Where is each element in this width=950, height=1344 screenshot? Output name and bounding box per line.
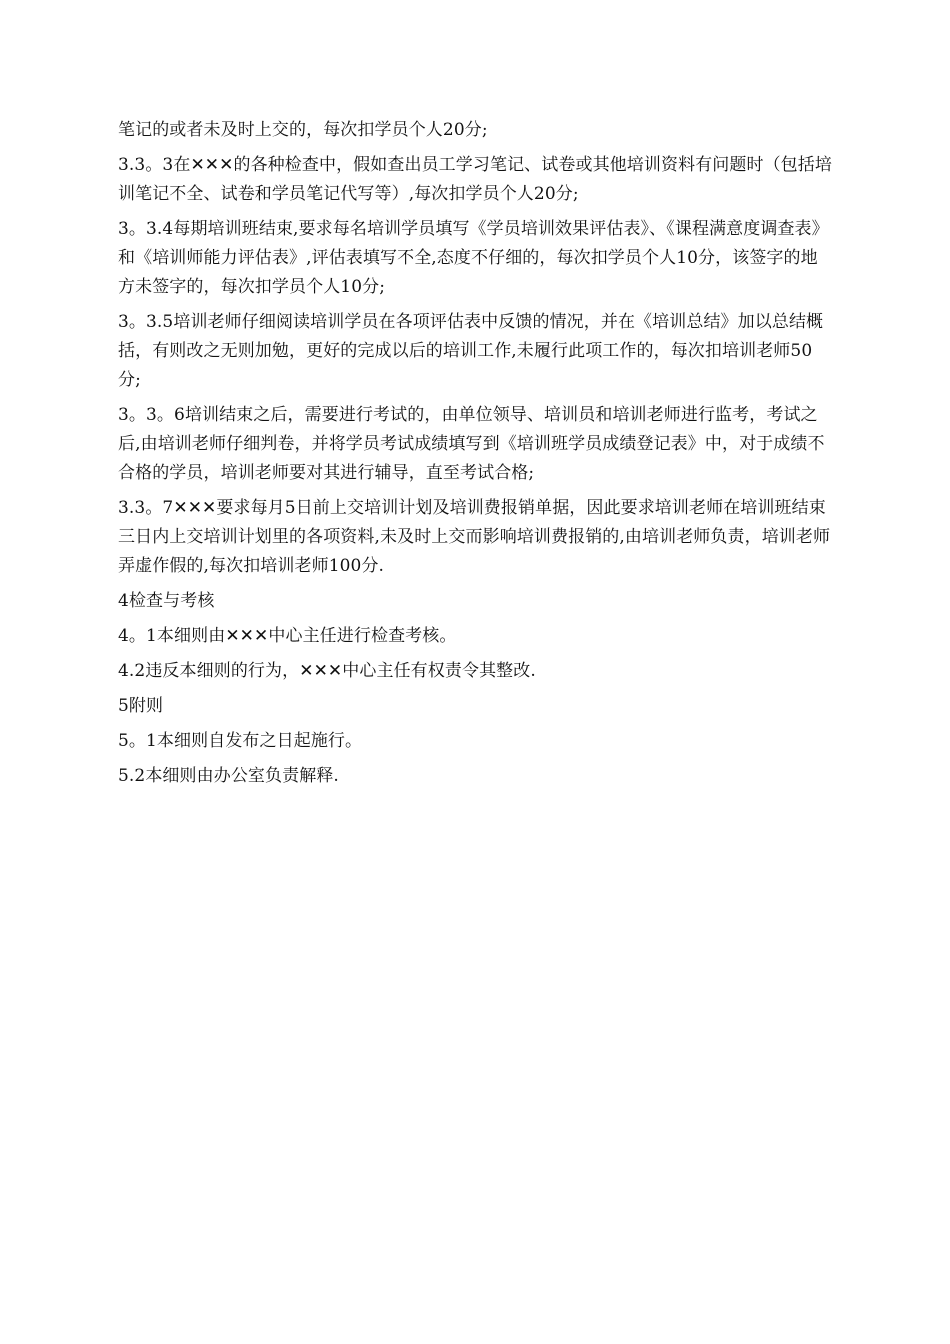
paragraph-5-1: 5。1本细则自发布之日起施行。 bbox=[118, 731, 363, 751]
paragraph-3-3-3: 3.3。3在✕✕✕的各种检查中，假如查出员工学习笔记、试卷或其他培训资料有问题时（包括培训笔记不全、试卷和学员笔记代写等）,每次扣学员个人20分; bbox=[118, 155, 832, 204]
paragraph-3-3-4: 3。3.4每期培训班结束,要求每名培训学员填写《学员培训效果评估表》、《课程满意度调查表》和《培训师能力评估表》,评估表填写不全,态度不仔细的，每次扣学员个人10分，该签字的地方未签字的，每次扣学员个人10分; bbox=[118, 219, 829, 297]
paragraph-3-3-5: 3。3.5培训老师仔细阅读培训学员在各项评估表中反馈的情况，并在《培训总结》加以总结概括，有则改之无则加勉，更好的完成以后的培训工作,未履行此项工作的，每次扣培训老师50分; bbox=[118, 312, 824, 390]
paragraph-continuation: 笔记的或者未及时上交的，每次扣学员个人20分; bbox=[118, 120, 488, 140]
paragraph-4-1: 4。1本细则由✕✕✕中心主任进行检查考核。 bbox=[118, 626, 457, 646]
section-heading-5: 5附则 bbox=[118, 696, 164, 716]
paragraph-3-3-7: 3.3。7✕✕✕要求每月5日前上交培训计划及培训费报销单据，因此要求培训老师在培训班结束三日内上交培训计划里的各项资料,未及时上交而影响培训费报销的,由培训老师负责，培训老师弄虚作假的,每次扣培训老师100分. bbox=[118, 498, 831, 576]
document-body bbox=[118, 116, 834, 797]
paragraph-3-3-6: 3。3。6培训结束之后，需要进行考试的，由单位领导、培训员和培训老师进行监考，考试之后,由培训老师仔细判卷，并将学员考试成绩填写到《培训班学员成绩登记表》中，对于成绩不合格的学员，培训老师要对其进行辅导，直至考试合格; bbox=[118, 405, 825, 483]
section-heading-4: 4检查与考核 bbox=[118, 591, 215, 611]
paragraph-5-2: 5.2本细则由办公室负责解释. bbox=[118, 766, 339, 786]
paragraph-4-2: 4.2违反本细则的行为，✕✕✕中心主任有权责令其整改. bbox=[118, 661, 536, 681]
